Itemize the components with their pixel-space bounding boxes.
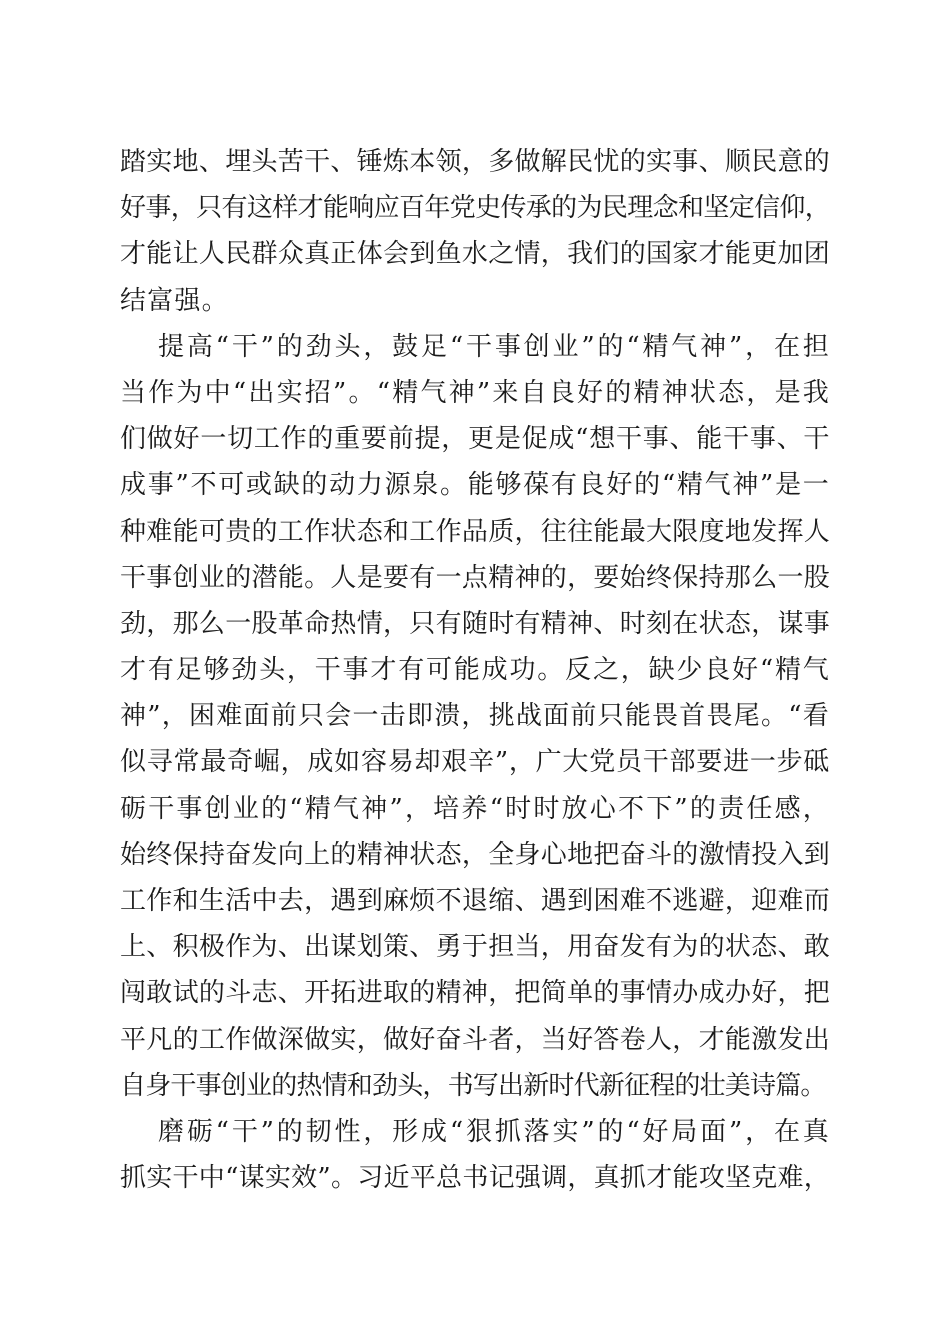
text-line: 提高“干”的劲头，鼓足“干事创业”的“精气神”，在担 (158, 331, 830, 362)
text-line: 们做好一切工作的重要前提，更是促成“想干事、能干事、干 (120, 424, 830, 455)
text-line: 砺干事创业的“精气神”，培养“时时放心不下”的责任感， (120, 793, 830, 824)
body-text (120, 139, 830, 1201)
text-line: 闯敢试的斗志、开拓进取的精神，把简单的事情办成办好，把 (120, 978, 830, 1009)
text-line: 结富强。 (120, 285, 229, 316)
text-line: 才有足够劲头，干事才有可能成功。反之，缺少良好“精气 (120, 655, 830, 686)
text-line: 磨砺“干”的韧性，形成“狠抓落实”的“好局面”，在真 (158, 1116, 830, 1147)
text-line: 成事”不可或缺的动力源泉。能够葆有良好的“精气神”是一 (120, 470, 830, 501)
text-line: 工作和生活中去，遇到麻烦不退缩、遇到困难不逃避，迎难而 (120, 886, 830, 916)
text-line: 干事创业的潜能。人是要有一点精神的，要始终保持那么一股 (120, 562, 830, 593)
paragraph-3 (120, 1109, 830, 1201)
text-line: 神”，困难面前只会一击即溃，挑战面前只能畏首畏尾。“看 (120, 701, 830, 732)
text-line: 种难能可贵的工作状态和工作品质，往往能最大限度地发挥人 (120, 516, 830, 547)
text-line: 当作为中“出实招”。“精气神”来自良好的精神状态，是我 (120, 377, 830, 408)
text-line: 踏实地、埋头苦干、锤炼本领，多做解民忧的实事、顺民意的 (120, 147, 830, 177)
text-line: 似寻常最奇崛，成如容易却艰辛”，广大党员干部要进一步砥 (120, 747, 830, 778)
paragraph-2 (120, 324, 830, 1109)
text-line: 抓实干中“谋实效”。习近平总书记强调，真抓才能攻坚克难， (120, 1163, 830, 1194)
text-line: 平凡的工作做深做实，做好奋斗者，当好答卷人，才能激发出 (120, 1024, 830, 1055)
text-line: 始终保持奋发向上的精神状态，全身心地把奋斗的激情投入到 (120, 839, 830, 870)
text-line: 好事，只有这样才能响应百年党史传承的为民理念和坚定信仰， (120, 193, 830, 224)
text-line: 才能让人民群众真正体会到鱼水之情，我们的国家才能更加团 (120, 239, 830, 270)
text-line: 自身干事创业的热情和劲头，书写出新时代新征程的壮美诗篇。 (120, 1070, 826, 1101)
text-line: 上、积极作为、出谋划策、勇于担当，用奋发有为的状态、敢 (120, 932, 830, 963)
paragraph-1 (120, 139, 830, 324)
text-line: 劲，那么一股革命热情，只有随时有精神、时刻在状态，谋事 (120, 608, 830, 639)
